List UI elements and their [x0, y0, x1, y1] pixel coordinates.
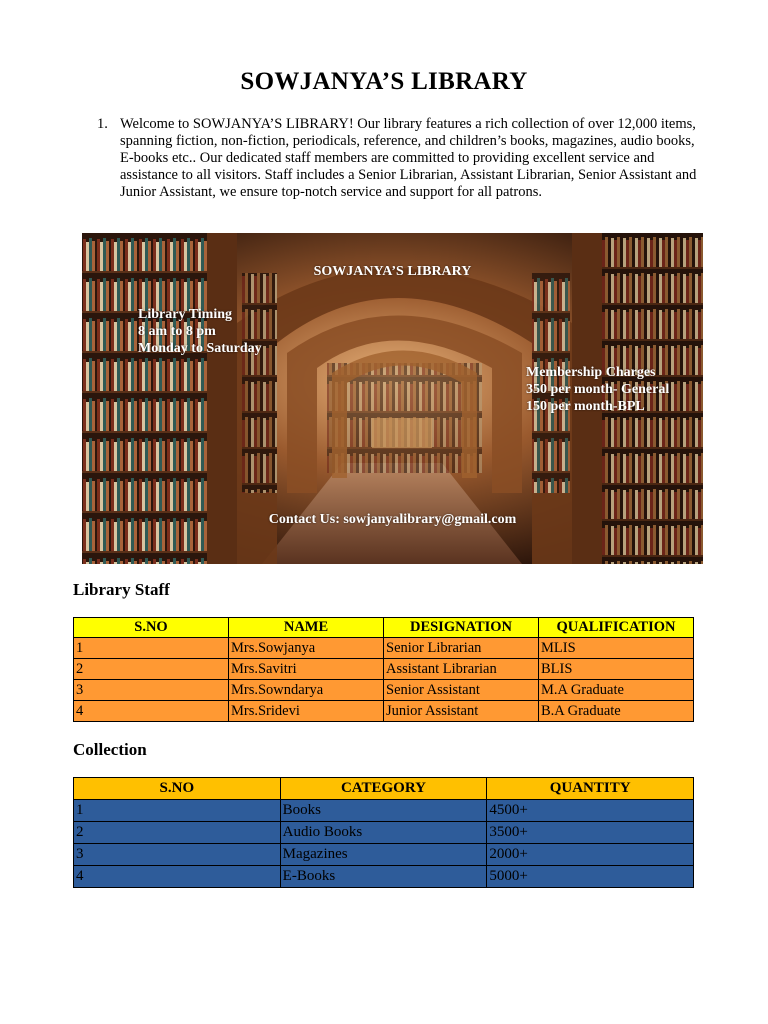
table-cell: 2 [74, 659, 229, 680]
table-cell: B.A Graduate [539, 701, 694, 722]
library-banner-image [82, 233, 703, 564]
table-row [74, 800, 694, 822]
table-cell: 2 [74, 822, 281, 844]
timing-hours: 8 am to 8 pm [138, 324, 216, 339]
table-cell: Magazines [280, 844, 487, 866]
table-cell: Senior Assistant [384, 680, 539, 701]
table-cell: Mrs.Sowjanya [229, 638, 384, 659]
column-header: S.NO [74, 618, 229, 638]
staff-table [73, 617, 694, 722]
table-row [74, 844, 694, 866]
table-cell: 5000+ [487, 866, 694, 888]
membership-general: 350 per month- General [526, 382, 670, 397]
page-title: SOWJANYA’S LIBRARY [240, 68, 528, 95]
timing-days: Monday to Saturday [138, 341, 262, 356]
membership-charges [526, 364, 669, 415]
table-cell: 3 [74, 680, 229, 701]
table-header-row [74, 618, 694, 638]
table-cell: 1 [74, 800, 281, 822]
library-timing [138, 306, 262, 357]
table-cell: 1 [74, 638, 229, 659]
column-header: DESIGNATION [384, 618, 539, 638]
table-cell: E-Books [280, 866, 487, 888]
table-cell: 4500+ [487, 800, 694, 822]
table-cell: Mrs.Sridevi [229, 701, 384, 722]
list-number: 1. [97, 116, 108, 132]
table-cell: Audio Books [280, 822, 487, 844]
table-cell: Mrs.Sowndarya [229, 680, 384, 701]
table-cell: M.A Graduate [539, 680, 694, 701]
table-header-row [74, 778, 694, 800]
column-header: CATEGORY [280, 778, 487, 800]
membership-heading: Membership Charges [526, 365, 656, 380]
table-row [74, 822, 694, 844]
table-cell: 3 [74, 844, 281, 866]
table-row [74, 701, 694, 722]
table-row [74, 680, 694, 701]
table-cell: Books [280, 800, 487, 822]
column-header: S.NO [74, 778, 281, 800]
column-header: QUANTITY [487, 778, 694, 800]
banner-title: SOWJANYA’S LIBRARY [313, 264, 472, 279]
table-row [74, 638, 694, 659]
column-header: QUALIFICATION [539, 618, 694, 638]
table-row [74, 866, 694, 888]
intro-text: Welcome to SOWJANYA’S LIBRARY! Our library features a rich collection of over 12,000 items, spanning fiction, non-fiction, periodicals, reference, and children’s books, magazines, audio books, E-books etc.. Our dedicated staff members are committed to providing excellent service and assistance to all visitors. Staff includes a Senior Librarian, Assistant Librarian, Senior Assistant and Junior Assistant, we ensure top-notch service and support for all patrons. [120, 116, 697, 200]
table-row [74, 659, 694, 680]
table-cell: 3500+ [487, 822, 694, 844]
table-cell: Senior Librarian [384, 638, 539, 659]
collection-table [73, 777, 694, 888]
table-cell: BLIS [539, 659, 694, 680]
table-cell: Junior Assistant [384, 701, 539, 722]
table-cell: MLIS [539, 638, 694, 659]
table-cell: 2000+ [487, 844, 694, 866]
timing-heading: Library Timing [138, 307, 233, 322]
table-cell: 4 [74, 701, 229, 722]
collection-heading: Collection [73, 740, 147, 759]
table-cell: 4 [74, 866, 281, 888]
contact-info: Contact Us: sowjanyalibrary@gmail.com [268, 512, 517, 527]
staff-heading: Library Staff [73, 580, 170, 599]
table-cell: Assistant Librarian [384, 659, 539, 680]
column-header: NAME [229, 618, 384, 638]
membership-bpl: 150 per month-BPL [526, 399, 645, 414]
table-cell: Mrs.Savitri [229, 659, 384, 680]
